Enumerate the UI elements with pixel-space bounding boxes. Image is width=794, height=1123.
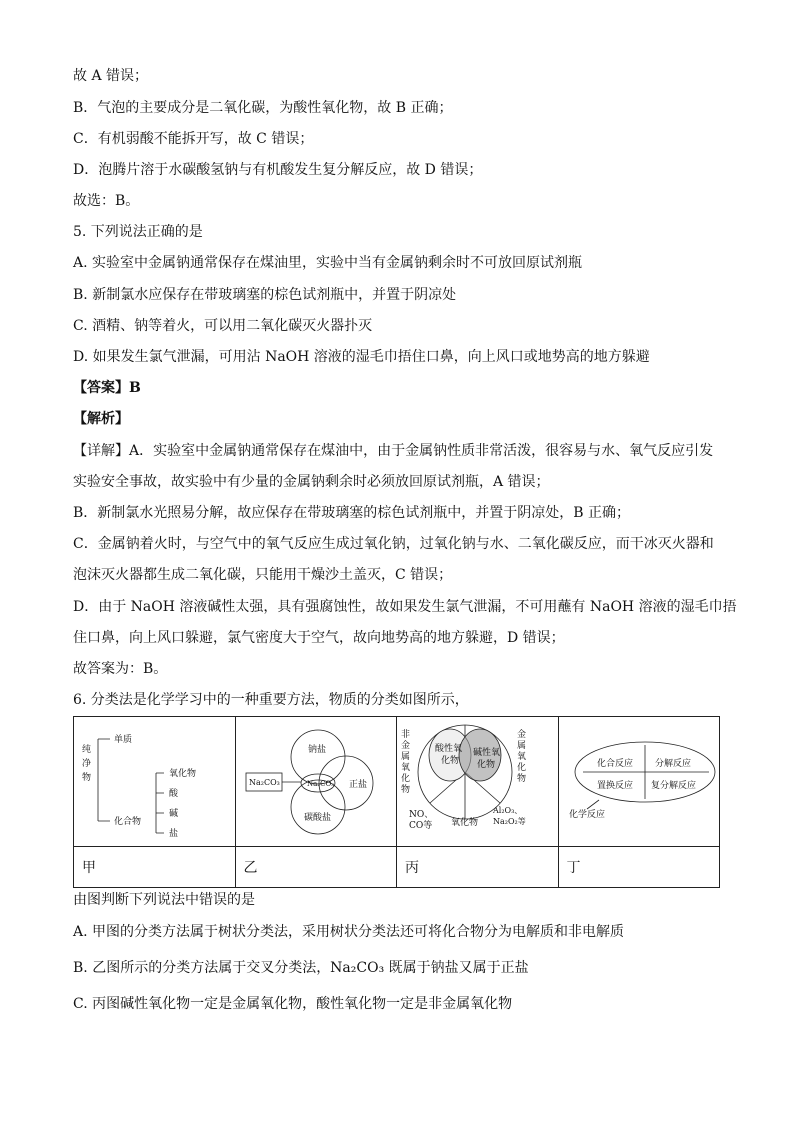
q6-option-c: C. 丙图碱性氧化物一定是金属氧化物，酸性氧化物一定是非金属氧化物	[73, 996, 513, 1012]
na2o2-label: Na₂O₂等	[493, 817, 526, 826]
text-line: C．有机弱酸不能拆开写，故 C 错误；	[73, 131, 314, 147]
text-line: 住口鼻，向上风口躲避，氯气密度大于空气，故向地势高的地方躲避，D 错误；	[73, 630, 565, 646]
caption-yi: 乙	[235, 847, 397, 888]
classification-figure-table	[73, 716, 720, 888]
venn-diagram	[236, 717, 396, 842]
basic-oxide-label: 碱性氧	[473, 748, 501, 758]
text-line: B．气泡的主要成分是二氧化碳，为酸性氧化物，故 B 正确；	[73, 100, 453, 116]
question-6-stem: 由图判断下列说法中错误的是	[73, 892, 255, 908]
branch-oxide: 氧化物	[169, 769, 197, 779]
root-char-3: 物	[82, 773, 92, 783]
metal-oxide-c5: 物	[517, 774, 527, 784]
text-line: D．泡腾片溶于水碳酸氢钠与有机酸发生复分解反应，故 D 错误；	[73, 162, 483, 178]
figure-jia	[74, 717, 236, 847]
text-line: 【详解】A．实验室中金属钠通常保存在煤油中，由于金属钠性质非常活泼，很容易与水、氧气反应引发	[73, 443, 714, 459]
combination-reaction: 化合反应	[596, 759, 633, 769]
text-line: 泡沫灭火器都生成二氧化碳，只能用干燥沙土盖灭，C 错误；	[73, 567, 453, 583]
displacement-reaction: 置换反应	[596, 781, 633, 791]
text-line: 故 A 错误；	[73, 68, 149, 84]
metal-oxide-c2: 属	[517, 741, 527, 751]
no-co-label-2: CO等	[409, 821, 433, 831]
label-normal-salt: 正盐	[348, 780, 367, 790]
caption-jia: 甲	[74, 847, 236, 888]
figure-ding	[558, 717, 720, 847]
double-decomposition-reaction: 复分解反应	[650, 781, 696, 791]
pie-diagram	[397, 717, 557, 842]
basic-oxide-label-2: 化物	[477, 760, 496, 770]
label-na2co3-box: Na₂CO₃	[248, 778, 280, 787]
branch-base: 碱	[169, 809, 179, 819]
metal-oxide-c4: 化	[517, 763, 527, 773]
nonmetal-oxide-vertical: 非	[401, 730, 411, 740]
q6-option-a: A. 甲图的分类方法属于树状分类法，采用树状分类法还可将化合物分为电解质和非电解质	[73, 924, 625, 940]
no-co-label: NO、	[409, 810, 434, 820]
nonmetal-oxide-c4: 氧	[401, 763, 411, 773]
al2o3-label: Al₂O₃、	[493, 806, 523, 815]
nonmetal-oxide-c6: 物	[401, 785, 411, 795]
branch-acid: 酸	[169, 789, 179, 799]
text-line: 实验安全事故，故实验中有少量的金属钠剩余时必须放回原试剂瓶，A 错误；	[73, 474, 550, 490]
label-sodium-salt: 钠盐	[307, 745, 326, 755]
compound-label: 化合物	[114, 817, 142, 827]
text-line: B．新制氯水光照易分解，故应保存在带玻璃塞的棕色试剂瓶中，并置于阴凉处，B 正确；	[73, 505, 631, 521]
figure-yi	[235, 717, 397, 847]
nonmetal-oxide-c2: 金	[401, 741, 411, 751]
caption-ding: 丁	[558, 847, 720, 888]
option-d: D. 如果发生氯气泄漏，可用沾 NaOH 溶液的湿毛巾捂住口鼻，向上风口或地势高的地方躲避	[73, 349, 650, 365]
oxide-label: 氧化物	[451, 818, 479, 828]
tree-diagram	[74, 717, 234, 842]
decomposition-reaction: 分解反应	[654, 759, 691, 769]
reaction-diagram	[559, 717, 719, 842]
root-char-1: 纯	[82, 745, 92, 755]
option-a: A. 实验室中金属钠通常保存在煤油里，实验中当有金属钠剩余时不可放回原试剂瓶	[73, 255, 583, 271]
option-c: C. 酒精、钠等着火，可以用二氧化碳灭火器扑灭	[73, 318, 373, 334]
branch-salt: 盐	[169, 829, 179, 839]
text-line: 故选：B。	[73, 193, 140, 209]
q6-option-b: B. 乙图所示的分类方法属于交叉分类法，Na₂CO₃ 既属于钠盐又属于正盐	[73, 960, 529, 976]
nonmetal-oxide-c3: 属	[401, 752, 411, 762]
analysis-label: 【解析】	[73, 411, 129, 427]
metal-oxide-vertical: 金	[517, 730, 527, 740]
option-b: B. 新制氯水应保存在带玻璃塞的棕色试剂瓶中，并置于阴凉处	[73, 287, 457, 303]
text-line: C．金属钠着火时，与空气中的氧气反应生成过氧化钠，过氧化钠与水、二氧化碳反应，而干冰灭火器和	[73, 536, 714, 552]
metal-oxide-c3: 氧	[517, 752, 527, 762]
chemical-reaction-label: 化学反应	[568, 810, 605, 820]
question-5: 5. 下列说法正确的是	[73, 224, 203, 240]
acidic-oxide-label-2: 化物	[441, 756, 460, 766]
label-carbonate: 碳酸盐	[303, 813, 331, 823]
caption-bing: 丙	[397, 847, 559, 888]
nonmetal-oxide-c5: 化	[401, 774, 411, 784]
text-line: D．由于 NaOH 溶液碱性太强，具有强腐蚀性，故如果发生氯气泄漏，不可用蘸有 NaOH 溶液的湿毛巾捂	[73, 599, 737, 615]
simple-label: 单质	[114, 735, 133, 745]
answer-label: 【答案】B	[73, 380, 141, 396]
root-char-2: 净	[82, 759, 92, 769]
figure-bing	[397, 717, 559, 847]
text-line: 故答案为：B。	[73, 661, 168, 677]
acidic-oxide-label: 酸性氧	[435, 744, 463, 754]
question-6: 6. 分类法是化学学习中的一种重要方法，物质的分类如图所示，	[73, 692, 469, 708]
label-na2co3-center: Na₂CO₃	[306, 780, 334, 788]
